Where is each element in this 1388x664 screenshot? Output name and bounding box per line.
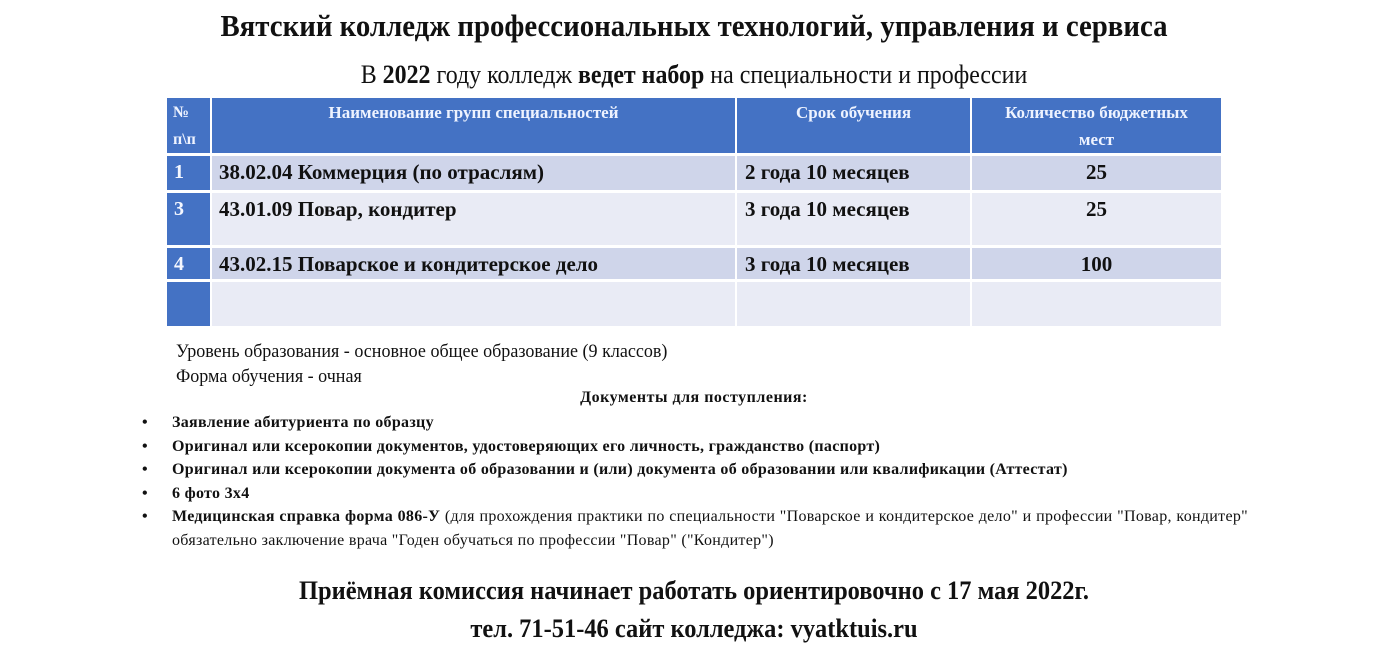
documents-heading: Документы для поступления:: [580, 389, 808, 406]
table-row-empty: [167, 282, 1221, 326]
programs-table: [167, 98, 1221, 326]
program-name: 43.01.09 Повар, кондитер: [212, 193, 737, 248]
bullet-icon: •: [142, 414, 148, 431]
row-number: 3: [167, 193, 212, 248]
row-number: 1: [167, 156, 212, 193]
row-number: 4: [167, 248, 212, 282]
subtitle-emphasis: ведет набор: [577, 60, 705, 89]
column-header-name: Наименование групп специальностей: [212, 98, 737, 156]
budget-seats: [972, 282, 1221, 326]
college-title: Вятский колледж профессиональных технологий, управления и сервиса: [220, 8, 1168, 43]
document-item: • Заявление абитуриента по образцу: [142, 411, 1248, 435]
document-item: • Оригинал или ксерокопии документа об образовании и (или) документа об образовании или квалификации (Аттестат): [142, 458, 1248, 482]
budget-seats: 25: [972, 156, 1221, 193]
subtitle-suffix: на специальности и профессии: [704, 60, 1028, 89]
budget-seats: 100: [972, 248, 1221, 282]
bullet-icon: •: [142, 461, 148, 478]
study-term: 3 года 10 месяцев: [737, 193, 972, 248]
budget-seats: 25: [972, 193, 1221, 248]
document-item: • Медицинская справка форма 086-У (для прохождения практики по специальности "Поварское и кондитерское дело" и профессии "Повар, кондитер" обязательно заключение врача "Годен обучаться по профессии "Повар" ("Кондитер"): [142, 505, 1248, 552]
column-header-number: № п\п: [167, 98, 212, 156]
program-name: 38.02.04 Коммерция (по отраслям): [212, 156, 737, 193]
bullet-icon: •: [142, 437, 148, 455]
column-header-seats: Количество бюджетных мест: [972, 98, 1221, 156]
table-row: [167, 193, 1221, 248]
education-level: Уровень образования - основное общее образование (9 классов): [176, 341, 668, 362]
table-row: [167, 248, 1221, 282]
contact-info: тел. 71-51-46 сайт колледжа: vyatktuis.ru: [470, 614, 918, 643]
admission-subtitle: [56, 60, 1333, 90]
document-item: • Оригинал или ксерокопии документов, удостоверяющих его личность, гражданство (паспорт): [142, 435, 1248, 459]
table-header-row: [167, 98, 1221, 156]
study-term: [737, 282, 972, 326]
admission-start-notice: Приёмная комиссия начинает работать ориентировочно с 17 мая 2022г.: [299, 576, 1089, 605]
study-term: 2 года 10 месяцев: [737, 156, 972, 193]
column-header-term: Срок обучения: [737, 98, 972, 156]
row-number: [167, 282, 212, 326]
subtitle-prefix: В: [360, 60, 383, 89]
program-name: [212, 282, 737, 326]
program-name: 43.02.15 Поварское и кондитерское дело: [212, 248, 737, 282]
bullet-icon: •: [142, 508, 148, 525]
subtitle-middle: году колледж: [430, 60, 578, 89]
bullet-icon: •: [142, 484, 148, 502]
study-term: 3 года 10 месяцев: [737, 248, 972, 282]
documents-list: [142, 411, 1248, 552]
document-item: • 6 фото 3х4: [142, 482, 1248, 506]
study-form: Форма обучения - очная: [176, 366, 362, 387]
subtitle-year: 2022: [382, 60, 431, 89]
table-row: [167, 156, 1221, 193]
